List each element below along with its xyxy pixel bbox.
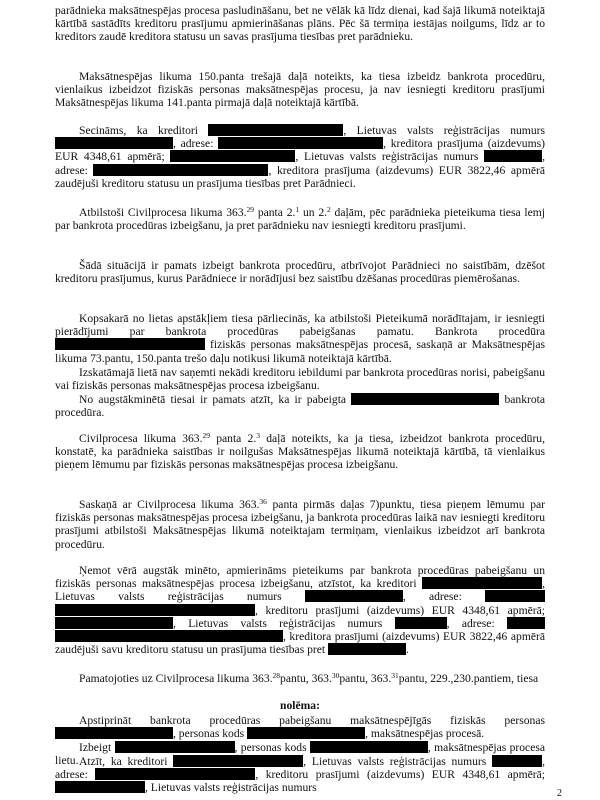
text-fragment: bankrota procedūra.	[55, 393, 546, 420]
paragraph-procedure-completed	[55, 393, 545, 419]
page-number: 2	[557, 788, 562, 799]
paragraph-recognize-creditors	[55, 755, 545, 795]
text-fragment: fiziskās personas maksātnespējas procesā, saskaņā ar Maksātnespējas likuma 73.pantu, 150.panta trešo daļu notikusi likumā noteiktajā kārtībā.	[55, 338, 545, 365]
superscript: 29	[246, 205, 255, 214]
redaction-bar	[351, 393, 499, 405]
text-fragment: daļā noteikts, ka ja tiesa, izbeidzot bankrota procedūru, konstatē, ka parādnieka saistības ir noilgušas Maksātnespējas likumā noteiktajā kārtībā, tā vienlaikus pieņem lēmumu par fiziskās personas maksātnespējas procesa izbeigšanu.	[55, 432, 545, 472]
paragraph-civil-procedure-363-29-part-2-3	[55, 432, 545, 472]
decision-heading: nolēma:	[280, 699, 320, 712]
redaction-bar	[305, 590, 403, 602]
paragraph-application-granted	[55, 564, 545, 656]
text-fragment: Izbeigt	[79, 741, 112, 754]
text-fragment: Kopsakarā no lietas apstākļiem tiesa pārliecinās, ka atbilstoši Pieteikumā norādītajam, ir iesniegti pierādījumi par bankrota procedūras pabeigšanas pamatu. Bankrota procedūra	[55, 312, 545, 339]
text-fragment: Pamatojoties uz Civilprocesa likuma 363.	[79, 672, 273, 685]
redaction-bar	[95, 768, 255, 780]
redaction-bar	[170, 150, 295, 162]
text-fragment: Civilprocesa likuma 363.	[79, 432, 203, 445]
paragraph-limitation: parādnieka maksātnespējas procesa pasludināšanu, bet ne vēlāk kā līdz dienai, kad šajā likumā noteiktajā kārtībā sastādīts kreditoru prasījumu apmierināšanas plāns. Pēc šā termiņa iestājas noilgums, līdz ar to kreditors zaudē kreditora statusu un savas prasījuma tiesības pret parādnieku.	[55, 4, 545, 44]
redaction-bar	[247, 727, 365, 739]
redaction-bar	[485, 590, 545, 602]
text-fragment: No augstākminētā tiesai ir pamats atzīt, ka ir pabeigta	[79, 393, 347, 406]
redaction-bar	[422, 577, 542, 589]
text-fragment: Secināms, ka kreditori	[79, 124, 198, 137]
redaction-bar	[55, 781, 145, 793]
text-fragment: , personas kods	[234, 741, 307, 754]
text-fragment: , Lietuvas valsts reģistrācijas numurs	[173, 616, 383, 630]
superscript: 3	[256, 431, 260, 440]
text-fragment: Atbilstoši Civilprocesa likuma 363.	[79, 206, 247, 219]
redaction-bar	[55, 727, 173, 739]
paragraph-grounds-to-terminate: Šādā situācijā ir pamats izbeigt bankrota procedūru, atbrīvojot Parādnieci no saistībām, dzēšot kreditoru prasījumus, kurus Parādniece ir norādījusi bez saistību dzēšanas procedūras piemērošanas.	[55, 259, 545, 286]
text-fragment: .	[406, 643, 409, 657]
text-fragment: , Lietuvas valsts reģistrācijas	[145, 781, 279, 795]
text-fragment: Apstiprināt bankrota procedūras pabeigšanu maksātnespējīgās fiziskās personas	[79, 714, 545, 727]
text-fragment: , kreditora prasījumi (aizdevums) EUR 3822,46 apmērā zaudējuši savu kreditoru statusu un prasījuma tiesības pret	[55, 630, 545, 657]
text-fragment: , adrese:	[55, 755, 545, 782]
text-fragment: , maksātnespējas procesā.	[365, 727, 485, 741]
paragraph-court-satisfied	[55, 312, 545, 365]
paragraph-civil-procedure-363-36	[55, 498, 545, 551]
redaction-bar	[55, 604, 255, 616]
text-fragment: , adrese:	[55, 150, 545, 177]
text-fragment: , kreditora prasījuma (aizdevums) EUR 4348,61 apmērā;	[55, 137, 545, 164]
superscript: 28	[272, 671, 281, 680]
text-fragment: , kreditora prasījuma (aizdevums) EUR 3822,46 apmērā zaudējuši kreditoru statusu un prasījuma tiesības pret Parādnieci.	[55, 163, 545, 190]
redaction-bar	[55, 617, 173, 629]
text-fragment: , kreditoru prasījumi (aizdevums) EUR 4348,61 apmērā;	[255, 768, 545, 782]
text-fragment: pantu, 229.,230.pantiem, tiesa	[398, 672, 539, 685]
paragraph-legal-basis	[55, 672, 545, 685]
text-fragment: , adrese:	[402, 590, 462, 604]
superscript: 29	[202, 431, 211, 440]
paragraph-insolvency-law: Maksātnespējas likuma 150.panta trešajā daļā noteikts, ka tiesa izbeidz bankrota procedūru, vienlaikus izbeidzot fiziskās personas maksātnespējas procesu, ja nav iesniegti kreditoru prasījumi Maksātnespējas likuma 141.panta pirmajā daļā noteiktajā kārtībā.	[55, 70, 545, 110]
redaction-bar	[492, 755, 542, 767]
redaction-bar	[173, 755, 303, 767]
superscript: 1	[295, 205, 300, 214]
redaction-bar	[328, 643, 406, 655]
redaction-bar	[484, 150, 542, 162]
text-fragment: panta 2.	[254, 206, 296, 219]
text-fragment: Ņemot vērā augstāk minēto, apmierināms pieteikums par bankrota procedūras pabeigšanu un fiziskās personas maksātnespējas procesa izbeigšanu, atzīstot, ka kreditori	[55, 564, 545, 591]
text-fragment: , adrese:	[173, 137, 214, 151]
superscript: 30	[331, 671, 340, 680]
text-fragment: , kreditoru prasījumi (aizdevums) EUR 4348,61 apmērā;	[255, 603, 545, 617]
redaction-bar	[93, 164, 268, 176]
paragraph-civil-procedure-363-29	[55, 206, 545, 232]
superscript: 36	[259, 497, 267, 506]
text-fragment: pantu, 363.	[280, 672, 332, 685]
redaction-bar	[218, 137, 383, 149]
text-fragment: un 2.	[299, 206, 328, 219]
text-fragment: daļām, pēc parādnieka pieteikuma tiesa lemj par bankrota procedūras izbeigšanu, ja pret parādnieku nav iesniegti kreditoru prasījumi.	[55, 206, 545, 233]
text-fragment: , personas kods	[173, 727, 245, 741]
superscript: 31	[391, 671, 399, 680]
paragraph-approve-completion	[55, 714, 545, 740]
superscript: 2	[327, 205, 331, 214]
text-fragment: pantu, 363.	[339, 672, 392, 685]
redaction-bar	[395, 617, 447, 629]
redaction-bar	[115, 741, 235, 753]
paragraph-creditors-lost-status	[55, 124, 545, 190]
text-fragment: , maksātnespējas procesa lietu.	[55, 741, 546, 768]
text-fragment: numurs	[281, 781, 317, 795]
redaction-bar	[507, 617, 545, 629]
redaction-bar	[310, 741, 428, 753]
redaction-bar	[55, 338, 205, 350]
text-fragment: Saskaņā ar Civilprocesa likuma 363.	[79, 498, 260, 511]
redaction-bar	[55, 137, 173, 149]
text-fragment: panta pirmās daļas 7)punktu, tiesa pieņem lēmumu par fiziskās personas maksātnespējas procesa izbeigšanu, ja bankrota procedūras laikā nav iesniegti kreditoru prasījumi atbilstoši Maksātnespējas likumā noteiktajam termiņam, vienlaikus izbeidzot arī bankrota procedūru.	[55, 498, 545, 551]
redaction-bar	[55, 630, 283, 642]
text-fragment: Atzīt, ka kreditori	[79, 755, 168, 768]
text-fragment: , Lietuvas valsts reģistrācijas numurs	[295, 150, 479, 164]
text-fragment: , Lietuvas valsts reģistrācijas numurs	[303, 755, 487, 768]
text-fragment: , Lietuvas valsts reģistrācijas numurs	[55, 577, 545, 604]
text-fragment: , Lietuvas valsts reģistrācijas numurs	[343, 124, 545, 137]
text-fragment: , adrese:	[446, 616, 495, 630]
paragraph-no-objections: Izskatāmajā lietā nav saņemti nekādi kreditoru iebildumi par bankrota procedūras norisi, pabeigšanu vai fiziskās personas maksātnespējas procesa izbeigšanu.	[55, 366, 545, 393]
text-fragment: panta 2.	[210, 432, 257, 445]
redaction-bar	[208, 124, 343, 136]
